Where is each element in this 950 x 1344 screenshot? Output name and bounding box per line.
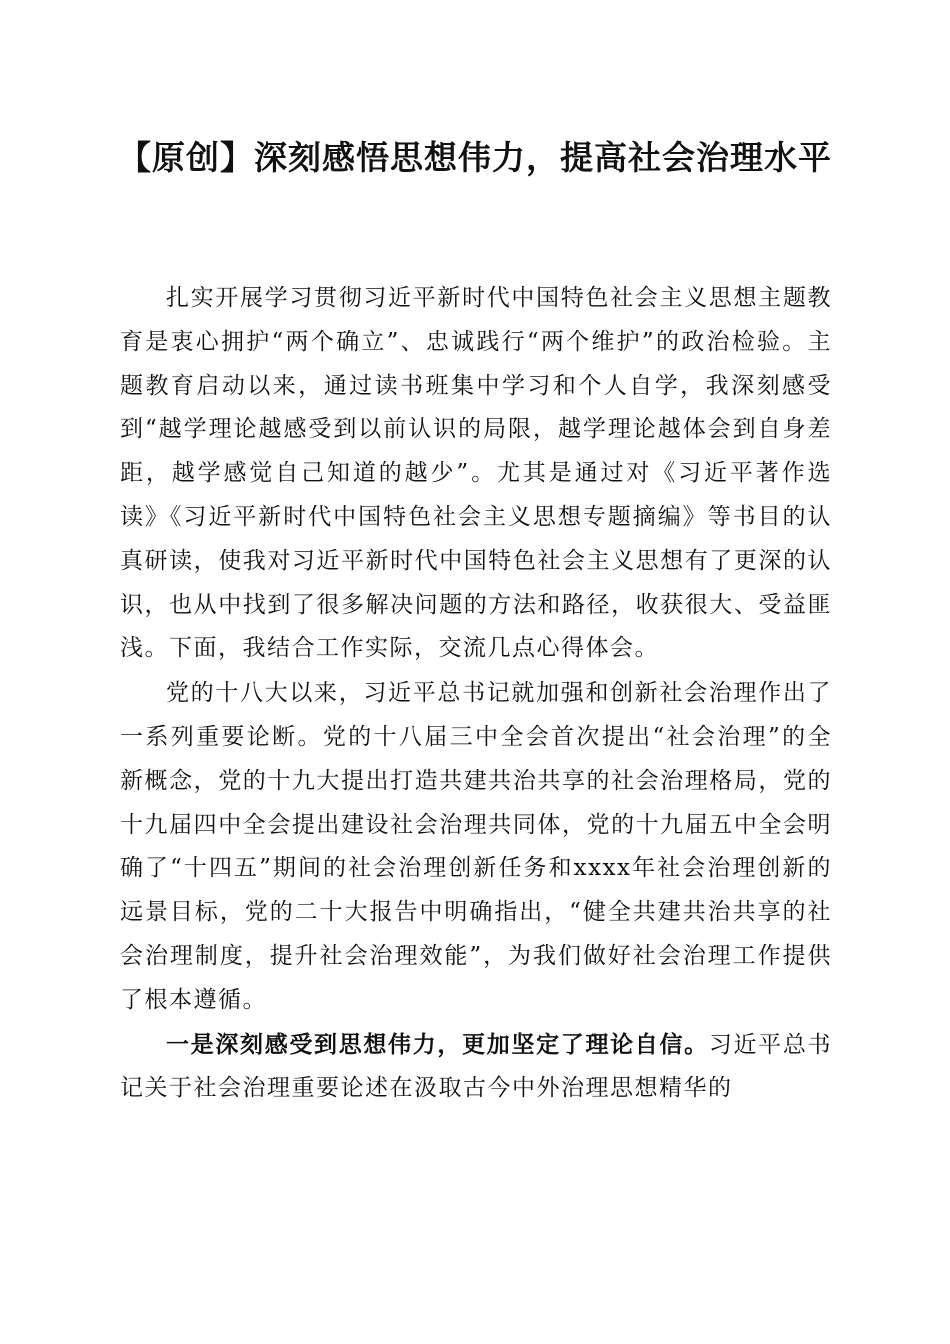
paragraph-point-one bbox=[120, 1023, 832, 1112]
paragraph-text: 党的十八大以来，习近平总书记就加强和创新社会治理作出了一系列重要论断。党的十八届三中全会首次提出“社会治理”的全新概念，党的十九大提出打造共建共治共享的社会治理格局，党的十九届四中全会提出建设社会治理共同体，党的十九届五中全会明确了“十四五”期间的社会治理创新任务和xxxx年社会治理创新的远景目标，党的二十大报告中明确指出，“健全共建共治共享的社会治理制度，提升社会治理效能”，为我们做好社会治理工作提供了根本遵循。 bbox=[120, 680, 832, 1013]
paragraph-intro bbox=[120, 276, 832, 671]
paragraph-background bbox=[120, 671, 832, 1022]
paragraph-lead: 一是深刻感受到思想伟力，更加坚定了理论自信。 bbox=[166, 1030, 709, 1058]
document-body bbox=[120, 276, 832, 1111]
document-title: 【原创】深刻感悟思想伟力，提高社会治理水平 bbox=[118, 138, 832, 177]
paragraph-text: 扎实开展学习贯彻习近平新时代中国特色社会主义思想主题教育是衷心拥护“两个确立”、忠诚践行“两个维护”的政治检验。主题教育启动以来，通过读书班集中学习和个人自学，我深刻感受到“越学理论越感受到以前认识的局限，越学理论越体会到自身差距，越学感觉自己知道的越少”。尤其是通过对《习近平著作选读》《习近平新时代中国特色社会主义思想专题摘编》等书目的认真研读，使我对习近平新时代中国特色社会主义思想有了更深的认识，也从中找到了很多解决问题的方法和路径，收获很大、受益匪浅。下面，我结合工作实际，交流几点心得体会。 bbox=[120, 285, 832, 662]
paragraph-text: 习近平总书记关于社会治理重要论述在汲取古今中外治理思想精华的 bbox=[120, 1031, 833, 1102]
